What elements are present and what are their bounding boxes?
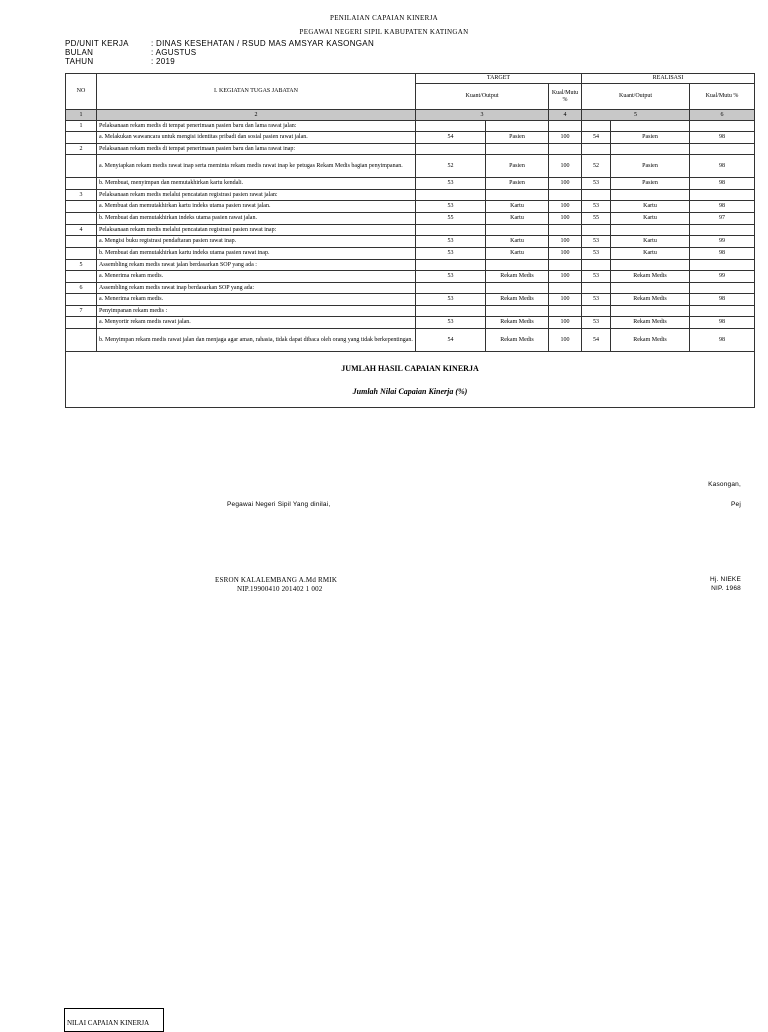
target-quantity: 54 <box>416 132 486 144</box>
activity-text: a. Menyortir rekam medis rawat jalan. <box>97 317 416 329</box>
empty-cell <box>549 121 582 132</box>
realization-unit: Rekam Medis <box>611 317 690 329</box>
left-signer-nip: NIP.19900410 201402 1 002 <box>237 585 323 593</box>
empty-cell <box>690 260 755 271</box>
empty-cell <box>582 306 611 317</box>
place-date: Kasongan, <box>708 481 741 488</box>
row-number: 1 <box>66 121 97 132</box>
bottom-score-label: NILAI CAPAIAN KINERJA <box>67 1019 150 1027</box>
row-number: 6 <box>66 283 97 294</box>
target-quality: 100 <box>549 294 582 306</box>
realization-quantity: 54 <box>582 132 611 144</box>
target-unit: Kartu <box>486 213 549 225</box>
section-row <box>66 144 755 155</box>
activity-row <box>66 271 755 283</box>
empty-cell <box>690 306 755 317</box>
empty-cell <box>66 155 97 178</box>
header-target-kuant: Kuant/Output <box>416 84 549 110</box>
section-title: Assembling rekam medis rawat inap berdasarkan SOP yang ada: <box>97 283 416 294</box>
target-unit: Rekam Medis <box>486 294 549 306</box>
right-signer-role: Pej <box>731 501 741 508</box>
row-number: 7 <box>66 306 97 317</box>
empty-cell <box>66 329 97 352</box>
row-number: 2 <box>66 144 97 155</box>
empty-cell <box>486 144 549 155</box>
activity-text: a. Menerima rekam medis. <box>97 294 416 306</box>
empty-cell <box>486 283 549 294</box>
empty-cell <box>66 178 97 190</box>
activity-text: a. Melakukan wawancara untuk mengisi identitas pribadi dan sosial pasien rawat jalan. <box>97 132 416 144</box>
empty-cell <box>582 190 611 201</box>
empty-cell <box>690 283 755 294</box>
section-title: Pelaksanaan rekam medis di tempat penerimaan pasien baru dan lama rawat inap: <box>97 144 416 155</box>
empty-cell <box>549 260 582 271</box>
target-quantity: 52 <box>416 155 486 178</box>
target-quantity: 53 <box>416 271 486 283</box>
target-quantity: 55 <box>416 213 486 225</box>
realization-quality: 97 <box>690 213 755 225</box>
empty-cell <box>690 121 755 132</box>
empty-cell <box>549 283 582 294</box>
realization-quality: 99 <box>690 236 755 248</box>
activity-row <box>66 294 755 306</box>
section-title: Penyimpanan rekam medis : <box>97 306 416 317</box>
realization-quantity: 53 <box>582 236 611 248</box>
realization-unit: Kartu <box>611 213 690 225</box>
empty-cell <box>66 317 97 329</box>
section-title: Pelaksanaan rekam medis di tempat penerimaan pasien baru dan lama rawat jalan: <box>97 121 416 132</box>
empty-cell <box>486 260 549 271</box>
row-number: 4 <box>66 225 97 236</box>
empty-cell <box>582 225 611 236</box>
realization-unit: Kartu <box>611 201 690 213</box>
activity-text: b. Membuat dan memutakhirkan indeks utama pasien rawat jalan. <box>97 213 416 225</box>
realization-unit: Rekam Medis <box>611 329 690 352</box>
target-quality: 100 <box>549 213 582 225</box>
activity-text: a. Menyiapkan rekam medis rawat inap serta meminta rekam medis rawat inap ke petugas Rekam Medis bagian penyimpanan. <box>97 155 416 178</box>
empty-cell <box>690 225 755 236</box>
target-quality: 100 <box>549 248 582 260</box>
target-quantity: 53 <box>416 178 486 190</box>
section-title: Assembling rekam medis rawat jalan berdasarkan SOP yang ada : <box>97 260 416 271</box>
meta-block <box>65 39 374 66</box>
empty-cell <box>486 225 549 236</box>
header-real-kuant: Kuant/Output <box>582 84 690 110</box>
realization-quality: 98 <box>690 201 755 213</box>
target-quality: 100 <box>549 132 582 144</box>
empty-cell <box>611 225 690 236</box>
realization-unit: Kartu <box>611 248 690 260</box>
empty-cell <box>416 190 486 201</box>
right-signer-nip: NIP. 1968 <box>711 585 741 592</box>
target-quality: 100 <box>549 178 582 190</box>
section-row <box>66 306 755 317</box>
activity-row <box>66 248 755 260</box>
empty-cell <box>611 283 690 294</box>
meta-row: TAHUN : 2019 <box>65 57 176 66</box>
target-quality: 100 <box>549 236 582 248</box>
target-unit: Rekam Medis <box>486 329 549 352</box>
header-target: TARGET <box>416 74 582 84</box>
activity-text: a. Membuat dan memutakhirkan kartu indeks utama pasien rawat jalan. <box>97 201 416 213</box>
section-row <box>66 121 755 132</box>
empty-cell <box>690 190 755 201</box>
header-kegiatan: I. KEGIATAN TUGAS JABATAN <box>97 74 416 110</box>
target-quality: 100 <box>549 201 582 213</box>
target-unit: Rekam Medis <box>486 271 549 283</box>
realization-quantity: 53 <box>582 201 611 213</box>
section-row <box>66 260 755 271</box>
header-real-kual: Kual/Mutu % <box>690 84 755 110</box>
empty-cell <box>66 213 97 225</box>
right-signer-name: Hj. NIEKE <box>709 576 741 583</box>
realization-quality: 98 <box>690 329 755 352</box>
target-quantity: 53 <box>416 248 486 260</box>
activity-row <box>66 155 755 178</box>
target-quantity: 53 <box>416 317 486 329</box>
activity-row <box>66 236 755 248</box>
bottom-score-box <box>64 1008 164 1032</box>
activity-text: b. Menyimpan rekam medis rawat jalan dan menjaga agar aman, rahasia, tidak dapat dibaca oleh orang yang tidak berkepentingan. <box>97 329 416 352</box>
target-unit: Rekam Medis <box>486 317 549 329</box>
realization-unit: Kartu <box>611 236 690 248</box>
realization-unit: Pasien <box>611 132 690 144</box>
realization-quantity: 53 <box>582 248 611 260</box>
empty-cell <box>486 190 549 201</box>
empty-cell <box>416 225 486 236</box>
realization-quantity: 53 <box>582 294 611 306</box>
empty-cell <box>549 225 582 236</box>
empty-cell <box>66 271 97 283</box>
meta-row: PD/UNIT KERJA : DINAS KESEHATAN / RSUD MAS AMSYAR KASONGAN <box>65 39 375 48</box>
empty-cell <box>611 121 690 132</box>
column-number: 3 <box>416 110 549 121</box>
empty-cell <box>582 121 611 132</box>
realization-quantity: 53 <box>582 271 611 283</box>
target-unit: Pasien <box>486 132 549 144</box>
target-unit: Kartu <box>486 236 549 248</box>
target-unit: Kartu <box>486 201 549 213</box>
column-number: 5 <box>582 110 690 121</box>
column-number-row <box>66 110 755 121</box>
empty-cell <box>611 144 690 155</box>
target-quantity: 53 <box>416 294 486 306</box>
header-target-kual: Kual/Mutu % <box>549 84 582 110</box>
empty-cell <box>582 283 611 294</box>
activity-text: a. Menerima rekam medis. <box>97 271 416 283</box>
left-signer-role: Pegawai Negeri Sipil Yang dinilai, <box>227 501 331 508</box>
realization-quality: 98 <box>690 132 755 144</box>
empty-cell <box>486 121 549 132</box>
realization-unit: Rekam Medis <box>611 271 690 283</box>
realization-unit: Pasien <box>611 155 690 178</box>
empty-cell <box>549 190 582 201</box>
empty-cell <box>416 283 486 294</box>
activity-text: b. Membuat dan memutakhirkan kartu indeks utama pasien rawat inap. <box>97 248 416 260</box>
empty-cell <box>416 144 486 155</box>
doc-title: PENILAIAN CAPAIAN KINERJA <box>330 14 438 22</box>
empty-cell <box>416 306 486 317</box>
empty-cell <box>66 201 97 213</box>
activity-text: b. Membuat, menyimpan dan memutakhirkan kartu kendali. <box>97 178 416 190</box>
column-number: 6 <box>690 110 755 121</box>
realization-quality: 98 <box>690 248 755 260</box>
realization-quantity: 53 <box>582 317 611 329</box>
column-number: 2 <box>97 110 416 121</box>
target-unit: Kartu <box>486 248 549 260</box>
empty-cell <box>582 260 611 271</box>
target-unit: Pasien <box>486 178 549 190</box>
realization-unit: Rekam Medis <box>611 294 690 306</box>
meta-row: BULAN : AGUSTUS <box>65 48 197 57</box>
section-row <box>66 225 755 236</box>
empty-cell <box>611 306 690 317</box>
realization-quality: 98 <box>690 155 755 178</box>
target-quantity: 53 <box>416 201 486 213</box>
empty-cell <box>611 190 690 201</box>
summary-row <box>66 352 755 408</box>
header-realisasi: REALISASI <box>582 74 755 84</box>
activity-row <box>66 178 755 190</box>
realization-quality: 98 <box>690 178 755 190</box>
header-no: NO <box>66 74 97 110</box>
empty-cell <box>66 294 97 306</box>
activity-row <box>66 317 755 329</box>
target-quantity: 53 <box>416 236 486 248</box>
summary-score-label: Jumlah Nilai Capaian Kinerja (%) <box>352 386 468 396</box>
section-row <box>66 283 755 294</box>
activity-row <box>66 213 755 225</box>
empty-cell <box>549 306 582 317</box>
empty-cell <box>582 144 611 155</box>
column-number: 4 <box>549 110 582 121</box>
left-signer-name: ESRON KALALEMBANG A.Md RMIK <box>215 576 338 584</box>
target-unit: Pasien <box>486 155 549 178</box>
section-row <box>66 190 755 201</box>
empty-cell <box>690 144 755 155</box>
empty-cell <box>611 260 690 271</box>
section-title: Pelaksanaan rekam medis melalui pencatatan registrasi pasien rawat inap: <box>97 225 416 236</box>
realization-quantity: 54 <box>582 329 611 352</box>
empty-cell <box>486 306 549 317</box>
realization-quality: 98 <box>690 294 755 306</box>
row-number: 3 <box>66 190 97 201</box>
activity-text: a. Mengisi buku registrasi pendaftaran pasien rawat inap. <box>97 236 416 248</box>
performance-table <box>65 73 755 408</box>
target-quality: 100 <box>549 271 582 283</box>
realization-quantity: 52 <box>582 155 611 178</box>
section-title: Pelaksanaan rekam medis melalui pencatatan registrasi pasien rawat jalan: <box>97 190 416 201</box>
target-quantity: 54 <box>416 329 486 352</box>
realization-unit: Pasien <box>611 178 690 190</box>
summary-cell <box>66 352 755 408</box>
empty-cell <box>66 236 97 248</box>
realization-quantity: 53 <box>582 178 611 190</box>
target-quality: 100 <box>549 329 582 352</box>
target-quality: 100 <box>549 155 582 178</box>
realization-quantity: 55 <box>582 213 611 225</box>
empty-cell <box>416 260 486 271</box>
empty-cell <box>416 121 486 132</box>
empty-cell <box>549 144 582 155</box>
activity-row <box>66 329 755 352</box>
activity-row <box>66 201 755 213</box>
summary-total-label: JUMLAH HASIL CAPAIAN KINERJA <box>341 363 479 373</box>
realization-quality: 98 <box>690 317 755 329</box>
activity-row <box>66 132 755 144</box>
empty-cell <box>66 248 97 260</box>
empty-cell <box>66 132 97 144</box>
realization-quality: 99 <box>690 271 755 283</box>
target-quality: 100 <box>549 317 582 329</box>
row-number: 5 <box>66 260 97 271</box>
column-number: 1 <box>66 110 97 121</box>
doc-subtitle: PEGAWAI NEGERI SIPIL KABUPATEN KATINGAN <box>299 28 469 36</box>
